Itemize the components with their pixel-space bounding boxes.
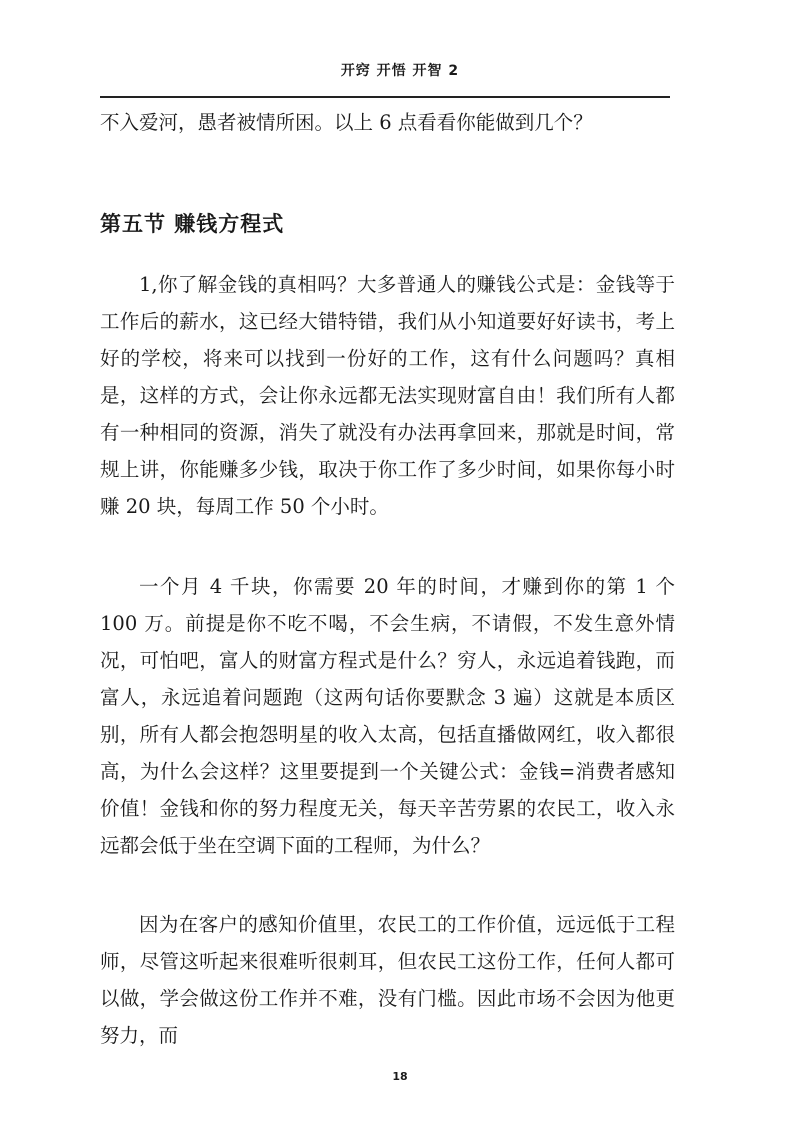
section-title: 第五节 赚钱方程式 [100,212,285,236]
lead-line: 不入爱河，愚者被情所困。以上 6 点看看你能做到几个？ [100,111,593,134]
running-header: 开窍 开悟 开智 2 [340,63,460,79]
paragraph-3: 因为在客户的感知价值里，农民工的工作价值，远远低于工程师，尽管这听起来很难听很刺耳，但农民工这份工作，任何人都可以做，学会做这份工作并不难，没有门槛。因此市场不会因为他更努力，而 [100,913,675,1047]
paragraph-1: 1,你了解金钱的真相吗？大多普通人的赚钱公式是：金钱等于工作后的薪水，这已经大错特错，我们从小知道要好好读书，考上好的学校，将来可以找到一份好的工作，这有什么问题吗？真相是，这样的方式，会让你永远都无法实现财富自由！我们所有人都有一种相同的资源，消失了就没有办法再拿回来，那就是时间，常规上讲，你能赚多少钱，取决于你工作了多少时间，如果你每小时赚 20 块，每周工作 50 个小时。 [100,273,675,518]
paragraph-2: 一个月 4 千块，你需要 20 年的时间，才赚到你的第 1 个 100 万。前提是你不吃不喝，不会生病，不请假，不发生意外情况，可怕吧，富人的财富方程式是什么？穷人，永远追着钱跑，而富人，永远追着问题跑（这两句话你要默念 3 遍）这就是本质区别，所有人都会抱怨明星的收入太高，包括直播做网红，收入都很高，为什么会这样？这里要提到一个关键公式：金钱=消费者感知价值！金钱和你的努力程度无关，每天辛苦劳累的农民工，收入永远都会低于坐在空调下面的工程师，为什么？ [100,575,675,857]
page-number: 18 [392,1070,408,1083]
header-divider [100,96,670,98]
